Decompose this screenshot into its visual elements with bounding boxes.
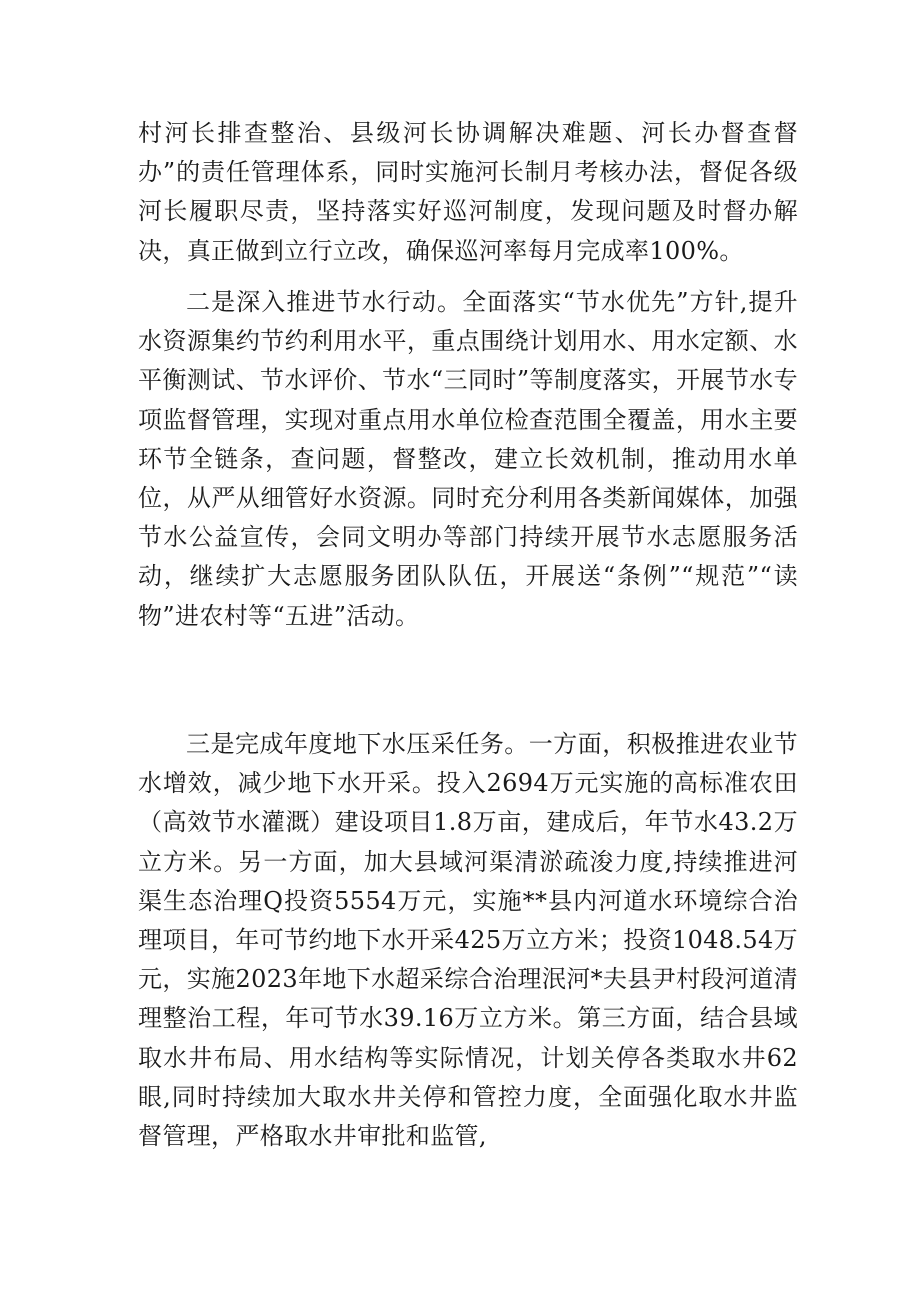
paragraph-water-saving-action: 二是深入推进节水行动。全面落实“节水优先”方针,提升水资源集约节约利用水平，重点围绕计划用水、用水定额、水平衡测试、节水评价、节水“三同时”等制度落实，开展节水专项监督管理，实现对重点用水单位检查范围全覆盖，用水主要环节全链条，查问题，督整改，建立长效机制，推动用水单位，从严从细管好水资源。同时充分利用各类新闻媒体，加强节水公益宣传，会同文明办等部门持续开展节水志愿服务活动，继续扩大志愿服务团队队伍，开展送“条例”“规范”“读物”进农村等“五进”活动。	[138, 288, 798, 630]
paragraph-groundwater-reduction: 三是完成年度地下水压采任务。一方面，积极推进农业节水增效，减少地下水开采。投入2694万元实施的高标准农田（高效节水灌溉）建设项目1.8万亩，建成后，年节水43.2万立方米。另一方面，加大县域河渠清淤疏浚力度,持续推进河渠生态治理Q投资5554万元，实施**县内河道水环境综合治理项目，年可节约地下水开采425万立方米；投资1048.54万元，实施2023年地下水超采综合治理泯河*夫县尹村段河道清理整治工程，年可节水39.16万立方米。第三方面，结合县域取水井布局、用水结构等实际情况，计划关停各类取水井62眼,同时持续加大取水井关停和管控力度，全面强化取水井监督管理，严格取水井审批和监管,	[138, 730, 798, 1151]
paragraph-river-chief-system: 村河长排查整治、县级河长协调解决难题、河长办督查督办”的责任管理体系，同时实施河长制月考核办法，督促各级河长履职尽责，坚持落实好巡河制度，发现问题及时督办解决，真正做到立行立改，确保巡河率每月完成率100%。	[138, 119, 798, 265]
